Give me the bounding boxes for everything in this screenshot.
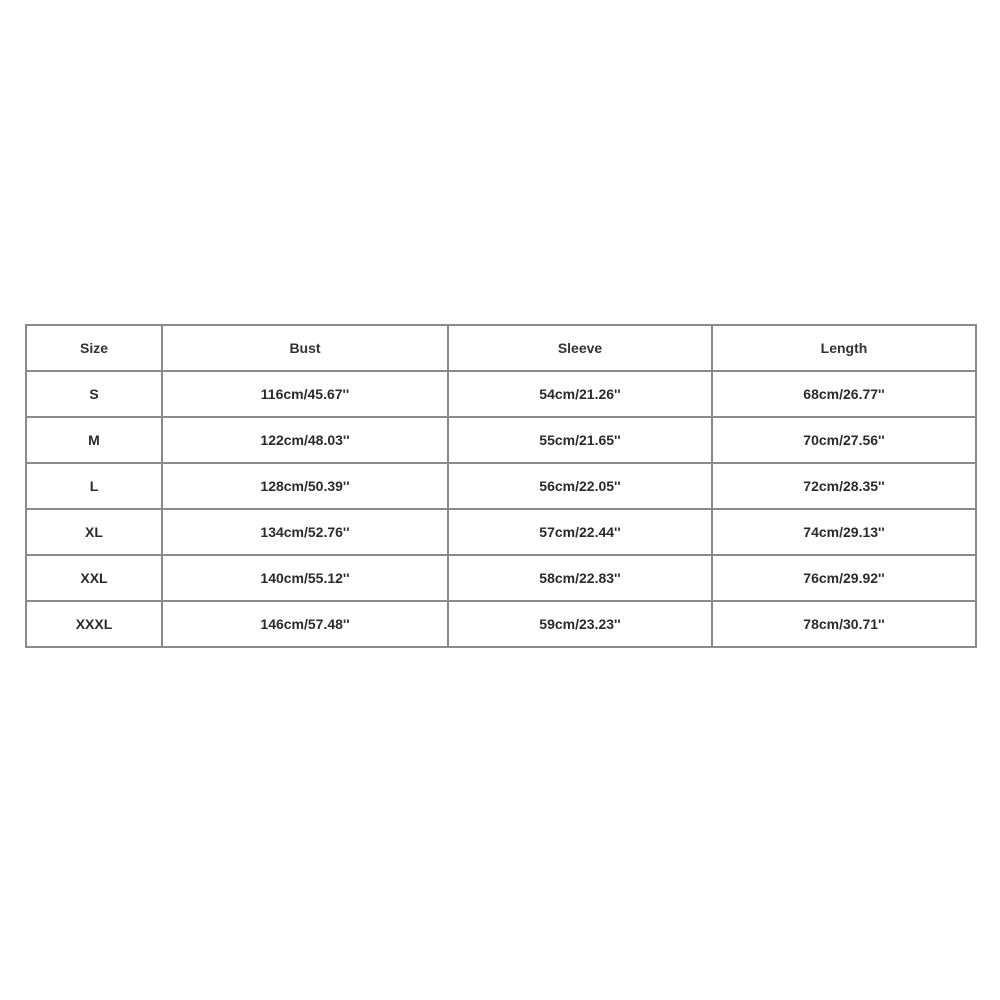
length-cell: 68cm/26.77'': [712, 371, 976, 417]
length-cell: 74cm/29.13'': [712, 509, 976, 555]
table-row: [26, 417, 976, 463]
sleeve-cell: 54cm/21.26'': [448, 371, 712, 417]
table-header-row: [26, 325, 976, 371]
header-sleeve: Sleeve: [448, 325, 712, 371]
size-cell: XXL: [26, 555, 162, 601]
size-cell: M: [26, 417, 162, 463]
bust-cell: 122cm/48.03'': [162, 417, 448, 463]
sleeve-cell: 58cm/22.83'': [448, 555, 712, 601]
length-cell: 70cm/27.56'': [712, 417, 976, 463]
size-chart-table: [25, 324, 977, 648]
table-row: [26, 555, 976, 601]
table-row: [26, 371, 976, 417]
size-cell: XL: [26, 509, 162, 555]
bust-cell: 146cm/57.48'': [162, 601, 448, 647]
header-size: Size: [26, 325, 162, 371]
table-row: [26, 601, 976, 647]
table-row: [26, 463, 976, 509]
bust-cell: 134cm/52.76'': [162, 509, 448, 555]
table-row: [26, 509, 976, 555]
header-length: Length: [712, 325, 976, 371]
length-cell: 72cm/28.35'': [712, 463, 976, 509]
header-bust: Bust: [162, 325, 448, 371]
size-cell: XXXL: [26, 601, 162, 647]
sleeve-cell: 55cm/21.65'': [448, 417, 712, 463]
sleeve-cell: 56cm/22.05'': [448, 463, 712, 509]
bust-cell: 128cm/50.39'': [162, 463, 448, 509]
length-cell: 78cm/30.71'': [712, 601, 976, 647]
bust-cell: 116cm/45.67'': [162, 371, 448, 417]
size-cell: L: [26, 463, 162, 509]
sleeve-cell: 59cm/23.23'': [448, 601, 712, 647]
size-cell: S: [26, 371, 162, 417]
bust-cell: 140cm/55.12'': [162, 555, 448, 601]
length-cell: 76cm/29.92'': [712, 555, 976, 601]
sleeve-cell: 57cm/22.44'': [448, 509, 712, 555]
